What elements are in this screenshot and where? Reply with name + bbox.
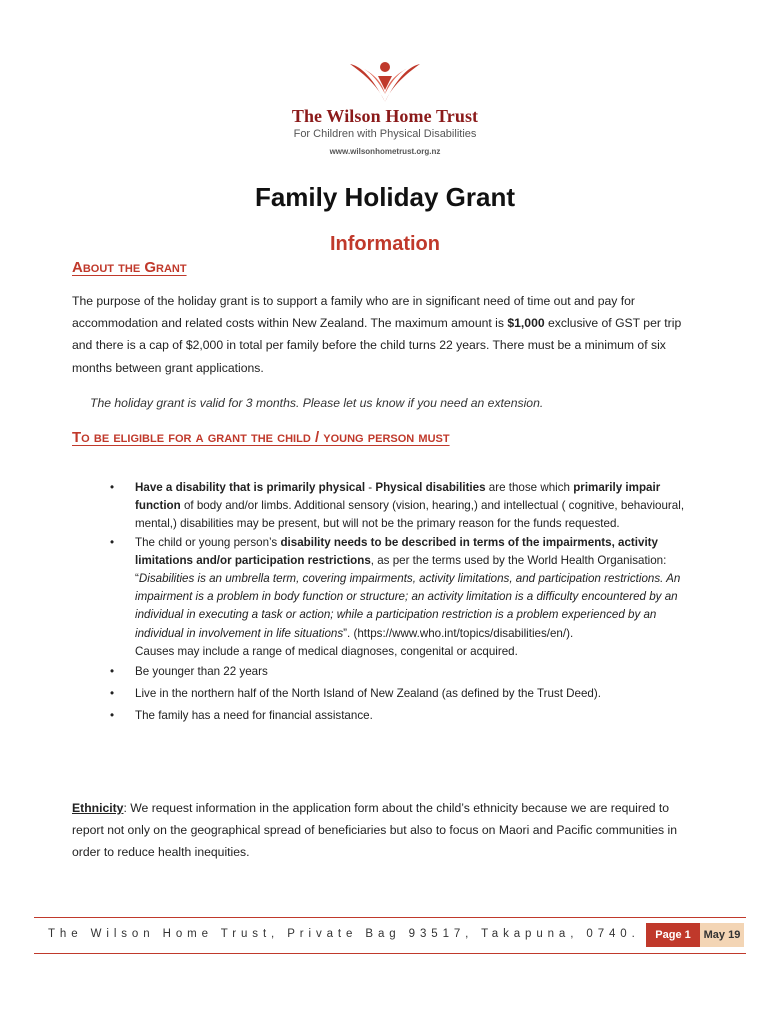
eligibility-list: [110, 479, 690, 727]
bullet-icon: •: [110, 709, 115, 723]
footer-address: The Wilson Home Trust, Private Bag 93517, Takapuna, 0740.: [48, 928, 640, 940]
about-text-1: The purpose of the holiday grant is to support a family who are in significant need of time out and pay for accommodation and related costs within New Zealand. The maximum amount is: [72, 294, 635, 331]
bullet-icon: •: [110, 535, 115, 549]
eligibility-heading: To be eligible for a grant the child / young person must: [72, 429, 450, 446]
item-bold: disability needs to be described in terms of the impairments, activity limitations and/or participation restrictions: [135, 535, 658, 567]
list-item: [110, 705, 690, 727]
page-number: Page 1: [646, 923, 700, 947]
bullet-icon: •: [110, 665, 115, 679]
item-text: Live in the northern half of the North Island of New Zealand (as defined by the Trust Deed).: [135, 687, 601, 701]
ethnicity-text: : We request information in the application form about the child’s ethnicity because we are required to report not only on the geographical spread of beneficiaries but also to focus on Maori and Pacific communities in order to reduce health inequities.: [72, 801, 677, 860]
document-title: Family Holiday Grant: [254, 182, 516, 212]
item-text: Be younger than 22 years: [135, 665, 268, 679]
about-text-2: exclusive of GST per trip and there is a cap of $2,000 in total per family before the child turns 22 years. There must be a minimum of six months between grant applications.: [72, 316, 682, 375]
org-tagline: For Children with Physical Disabilities: [293, 128, 477, 140]
validity-note: The holiday grant is valid for 3 months. Please let us know if you need an extension.: [90, 396, 544, 410]
item-text: The child or young person’s: [135, 535, 281, 549]
item-bold: primarily impair function: [135, 481, 661, 513]
ethnicity-label: Ethnicity: [72, 801, 124, 815]
about-heading: About the Grant: [72, 259, 187, 276]
footer-date: May 19: [700, 923, 744, 947]
ethnicity-paragraph: [72, 797, 702, 864]
item-text: ”. (https://www.who.int/topics/disabilities/en/).: [343, 626, 574, 640]
bullet-icon: •: [110, 481, 115, 494]
item-bold: Physical disabilities: [375, 481, 486, 494]
bullet-icon: •: [110, 687, 115, 701]
org-url: www.wilsonhometrust.org.nz: [329, 147, 441, 156]
who-definition: Disabilities is an umbrella term, covering impairments, activity limitations, and participation restrictions. An impairment is a problem in body function or structure; an activity limitation is a difficulty encountered by an individual in executing a task or action; while a participation restriction is a problem experienced by an individual in involvement in life situations: [135, 572, 681, 640]
list-item: [110, 661, 690, 683]
org-logo: [250, 58, 520, 156]
about-paragraph: [72, 290, 702, 379]
list-item: [110, 479, 690, 534]
list-item: [110, 534, 690, 661]
org-name: The Wilson Home Trust: [291, 106, 479, 126]
trust-logo-icon: [348, 58, 422, 104]
page-footer: [34, 917, 746, 954]
item-text: of body and/or limbs. Additional sensory (vision, hearing,) and intellectual ( cognitive, behavioural, mental,) disabilities may be present, but will not be the primary reason for the funds requested.: [135, 499, 685, 531]
item-bold: Have a disability that is primarily physical: [135, 481, 366, 494]
max-amount: $1,000: [507, 316, 545, 331]
item-text: -: [365, 481, 376, 494]
item-text: Causes may include a range of medical diagnoses, congenital or acquired.: [135, 644, 518, 658]
item-text: The family has a need for financial assistance.: [135, 709, 373, 723]
list-item: [110, 683, 690, 705]
item-text: are those which: [485, 481, 574, 494]
item-text: , as per the terms used by the World Health Organisation: “: [135, 553, 667, 586]
document-subtitle: Information: [330, 233, 440, 255]
